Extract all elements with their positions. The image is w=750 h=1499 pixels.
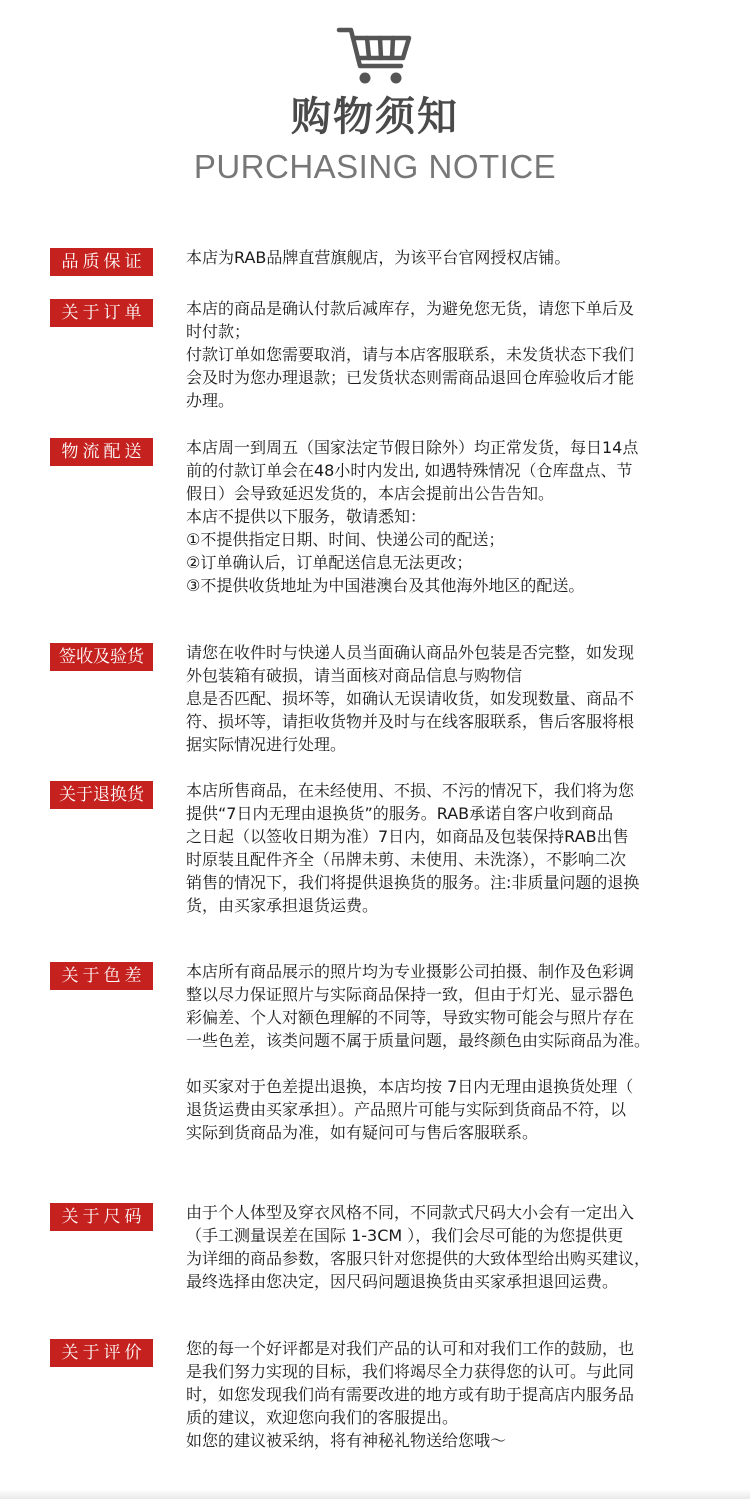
text-line: 货，由买家承担退货运费。 xyxy=(186,896,379,915)
section-label: 物流配送 xyxy=(50,438,153,466)
text-line: （手工测量误差在国际 1-3CM ），我们会尽可能的为您提供更 xyxy=(186,1226,624,1245)
text-line: 前的付款订单会在48小时内发出, 如遇特殊情况（仓库盘点、节 xyxy=(186,461,633,480)
text-line: 由于个人体型及穿衣风格不同，不同款式尺码大小会有一定出入 xyxy=(186,1203,635,1222)
text-line: 为详细的商品参数，客服只针对您提供的大致体型给出购买建议， xyxy=(186,1249,651,1268)
text-line: 整以尽力保证照片与实际商品保持一致，但由于灯光、显示器色 xyxy=(186,985,635,1004)
text-line: 最终选择由您决定，因尺码问题退换货由买家承担退回运费。 xyxy=(186,1272,619,1291)
text-line: 时，如您发现我们尚有需要改进的地方或有助于提高店内服务品 xyxy=(186,1385,635,1404)
text-line: 本店所售商品，在未经使用、不损、不污的情况下，我们将为您 xyxy=(186,781,635,800)
section-label: 品质保证 xyxy=(50,248,153,276)
text-line: 假日）会导致延迟发货的，本店会提前出公告告知。 xyxy=(186,484,555,503)
text-line: 是我们努力实现的目标，我们将竭尽全力获得您的认可。与此同 xyxy=(186,1362,635,1381)
text-line: 本店所有商品展示的照片均为专业摄影公司拍摄、制作及色彩调 xyxy=(186,962,635,981)
text-line: 本店不提供以下服务，敬请悉知： xyxy=(186,507,427,526)
page-header xyxy=(0,0,750,200)
text-line: ①不提供指定日期、时间、快递公司的配送； xyxy=(186,530,505,549)
section-body xyxy=(186,436,714,597)
text-line: 时原装且配件齐全（吊牌未剪、未使用、未洗涤），不影响二次 xyxy=(186,850,627,869)
text-line: 办理。 xyxy=(186,391,235,410)
section-body xyxy=(186,641,714,756)
text-line: 质的建议，欢迎您向我们的客服提出。 xyxy=(186,1408,459,1427)
text-line: ③不提供收货地址为中国港澳台及其他海外地区的配送。 xyxy=(186,576,585,595)
text-line: 会及时为您办理退款；已发货状态则需商品退回仓库验收后才能 xyxy=(186,368,635,387)
text-line: 实际到货商品为准，如有疑问可与售后客服联系。 xyxy=(186,1123,539,1142)
text-line: 符、损坏等，请拒收货物并及时与在线客服联系，售后客服将根 xyxy=(186,712,635,731)
section-body xyxy=(186,1201,714,1293)
section-body xyxy=(186,297,714,412)
text-line: 如买家对于色差提出退换，本店均按 7日内无理由退换货处理（ xyxy=(186,1077,634,1096)
section-body xyxy=(186,246,714,269)
section-label: 关于尺码 xyxy=(50,1203,153,1231)
text-line: 彩偏差、个人对额色理解的不同等，导致实物可能会与照片存在 xyxy=(186,1008,635,1027)
text-line: 您的每一个好评都是对我们产品的认可和对我们工作的鼓励，也 xyxy=(186,1339,635,1358)
section-label: 关于订单 xyxy=(50,299,153,327)
text-line: 付款订单如您需要取消，请与本店客服联系，未发货状态下我们 xyxy=(186,345,635,364)
section-body xyxy=(186,779,714,917)
text-line: 请您在收件时与快递人员当面确认商品外包装是否完整，如发现 xyxy=(186,643,635,662)
text-line: 息是否匹配、损坏等，如确认无误请收货，如发现数量、商品不 xyxy=(186,689,635,708)
section-label: 关于评价 xyxy=(50,1339,153,1367)
paragraph-gap xyxy=(186,1052,714,1075)
page-subtitle: PURCHASING NOTICE xyxy=(193,148,557,185)
text-line: 本店周一到周五（国家法定节假日除外）均正常发货，每日14点 xyxy=(186,438,639,457)
shopping-cart-icon xyxy=(335,24,415,88)
text-line: 退货运费由买家承担）。产品照片可能与实际到货商品不符，以 xyxy=(186,1100,627,1119)
text-line: 之日起（以签收日期为准）7日内，如商品及包装保持RAB出售 xyxy=(186,827,629,846)
section-label: 关于色差 xyxy=(50,962,153,990)
text-line: 本店的商品是确认付款后减库存，为避免您无货，请您下单后及 xyxy=(186,299,635,318)
text-line: ②订单确认后，订单配送信息无法更改； xyxy=(186,553,473,572)
text-line: 外包装箱有破损，请当面核对商品信息与购物信 xyxy=(186,666,523,685)
text-line: 一些色差，该类问题不属于质量问题，最终颜色由实际商品为准。 xyxy=(186,1031,651,1050)
section-label: 关于退换货 xyxy=(50,781,153,809)
text-line: 提供“7日内无理由退换货”的服务。RAB承诺自客户收到商品 xyxy=(186,804,614,823)
section-body xyxy=(186,1337,714,1452)
section-label: 签收及验货 xyxy=(50,643,153,671)
text-line: 据实际情况进行处理。 xyxy=(186,735,347,754)
text-line: 时付款； xyxy=(186,322,251,341)
text-line: 销售的情况下，我们将提供退换货的服务。注:非质量问题的退换 xyxy=(186,873,640,892)
bottom-divider xyxy=(0,1489,750,1499)
text-line: 如您的建议被采纳，将有神秘礼物送给您哦～ xyxy=(186,1431,507,1450)
section-body xyxy=(186,960,714,1144)
page-title: 购物须知 xyxy=(291,94,459,140)
text-line: 本店为RAB品牌直营旗舰店，为该平台官网授权店铺。 xyxy=(186,248,571,267)
